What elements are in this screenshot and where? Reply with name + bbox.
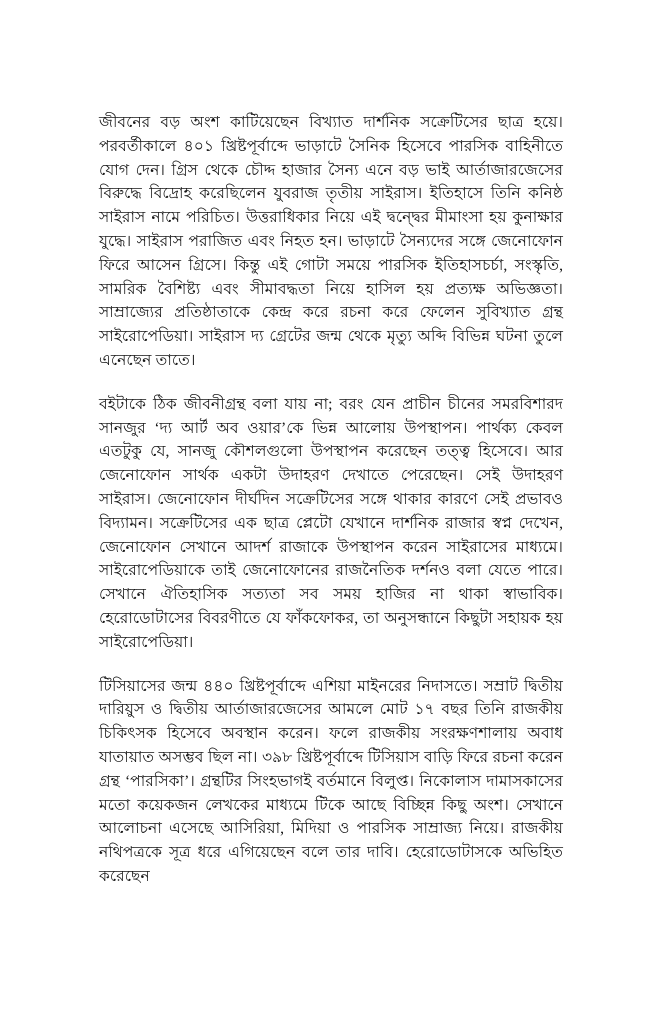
body-paragraph-3: টিসিয়াসের জন্ম ৪৪০ খ্রিষ্টপূর্বাব্দে এশিয়া মাইনরের নিদাসতে। সম্রাট দ্বিতীয় দারিয়ুস ও দ্বিতীয় আর্তাজারজেসের আমলে মোট ১৭ বছর তিনি রাজকীয় চিকিৎসক হিসেবে অবস্থান করেন। ফলে রাজকীয় সংরক্ষণশালায় অবাধ যাতায়াত অসম্ভব ছিল না। ৩৯৮ খ্রিষ্টপূর্বাব্দে টিসিয়াস বাড়ি ফিরে রচনা করেন গ্রন্থ ‘পারসিকা’। গ্রন্থটির সিংহভাগই বর্তমানে বিলুপ্ত। নিকোলাস দামাসকাসের মতো কয়েকজন লেখকের মাধ্যমে টিকে আছে বিচ্ছিন্ন কিছু অংশ। সেখানে আলোচনা এসেছে আসিরিয়া, মিদিয়া ও পারসিক সাম্রাজ্য নিয়ে। রাজকীয় নথিপত্রকে সূত্র ধরে এগিয়েছেন বলে তার দাবি। হেরোডোটাসকে অভিহিত করেছেন [99,677,563,885]
body-paragraph-2: বইটাকে ঠিক জীবনীগ্রন্থ বলা যায় না; বরং যেন প্রাচীন চীনের সমরবিশারদ সানজুর ‘দ্য আর্ট অব ওয়ার’কে ভিন্ন আলোয় উপস্থাপন। পার্থক্য কেবল এতটুকু যে, সানজু কৌশলগুলো উপস্থাপন করেছেন তত্ত্ব হিসেবে। আর জেনোফোন সার্থক একটা উদাহরণ দেখাতে পেরেছেন। সেই উদাহরণ সাইরাস। জেনোফোন দীর্ঘদিন সক্রেটিসের সঙ্গে থাকার কারণে সেই প্রভাবও বিদ্যামন। সক্রেটিসের এক ছাত্র প্লেটো যেখানে দার্শনিক রাজার স্বপ্ন দেখেন, জেনোফোন সেখানে আদর্শ রাজাকে উপস্থাপন করেন সাইরাসের মাধ্যমে। সাইরোপেডিয়াকে তাই জেনোফোনের রাজনৈতিক দর্শনও বলা যেতে পারে। সেখানে ঐতিহাসিক সত্যতা সব সময় হাজির না থাকা স্বাভাবিক। হেরোডোটাসের বিবরণীতে যে ফাঁকফোকর, তা অনুসন্ধানে কিছুটা সহায়ক হয় সাইরোপেডিয়া। [99,395,563,651]
body-text-block [99,111,563,889]
body-paragraph-1: জীবনের বড় অংশ কাটিয়েছেন বিখ্যাত দার্শনিক সক্রেটিসের ছাত্র হয়ে। পরবর্তীকালে ৪০১ খ্রিষ্টপূর্বাব্দে ভাড়াটে সৈনিক হিসেবে পারসিক বাহিনীতে যোগ দেন। গ্রিস থেকে চৌদ্দ হাজার সৈন্য এনে বড় ভাই আর্তাজারজেসের বিরুদ্ধে বিদ্রোহ করেছিলেন যুবরাজ তৃতীয় সাইরাস। ইতিহাসে তিনি কনিষ্ঠ সাইরাস নামে পরিচিত। উত্তরাধিকার নিয়ে এই দ্বন্দ্বের মীমাংসা হয় কুনাক্ষার যুদ্ধে। সাইরাস পরাজিত এবং নিহত হন। ভাড়াটে সৈন্যদের সঙ্গে জেনোফোন ফিরে আসেন গ্রিসে। কিন্তু এই গোটা সময়ে পারসিক ইতিহাসচর্চা, সংস্কৃতি, সামরিক বৈশিষ্ট্য এবং সীমাবদ্ধতা নিয়ে হাসিল হয় প্রত্যক্ষ অভিজ্ঞতা। সাম্রাজ্যের প্রতিষ্ঠাতাকে কেন্দ্র করে রচনা করে ফেলেন সুবিখ্যাত গ্রন্থ সাইরোপেডিয়া। সাইরাস দ্য গ্রেটের জন্ম থেকে মৃত্যু অব্দি বিভিন্ন ঘটনা তুলে এনেছেন তাতে। [99,114,563,369]
